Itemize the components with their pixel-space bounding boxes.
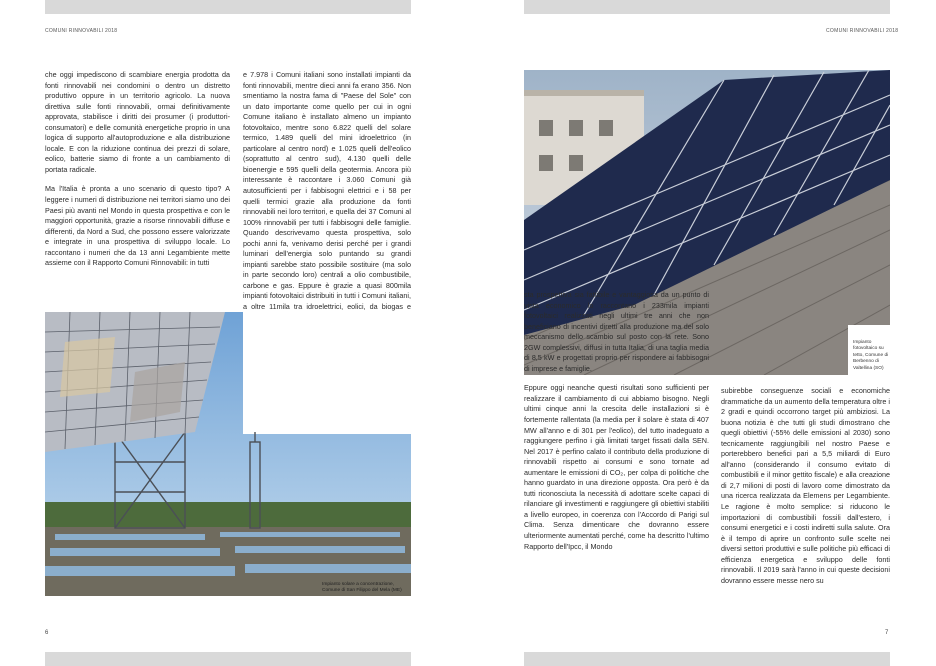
paragraph: Eppure oggi neanche questi risultati sono sufficienti per realizzare il cambiamento di cui abbiamo bisogno. Negli ultimi cinque anni la crescita delle installazioni si è fortemente rallentata (la media per il solare è stata di 407 MW all'anno e di 301 per l'eolico), del tutto inadeguato a raggiungere perfino i già limitati target fissati dalla SEN. Nel 2017 è perfino calato il contributo della produzione di rinnovabili rispetto ai consumi e sono tornate ad aumentare le emissioni di CO₂, per colpa di politiche che hanno guardato in una direzione opposta. Ora però è da tutti riconosciuta la necessità di adottare scelte capaci di rilanciare gli investimenti e raggiungere gli obiettivi stabiliti a livello europeo, in coerenza con l'Accordo di Parigi sul Clima. Senza dimenticare che dovranno essere ulteriormente aumentati perché, come ha descritto l'ultimo Rapporto dell'Ipcc, il Mondo bbox=[524, 383, 709, 551]
top-bar-right bbox=[524, 0, 890, 14]
left-photo-caption: Impianto solare a concentrazione, Comune di San Filippo del Mela (ME) bbox=[322, 582, 402, 594]
paragraph: e 7.978 i Comuni italiani sono installati impianti da fonti rinnovabili, mentre dieci anni fa erano 356. Non smentiamo la nostra fama di "Paese del Sole" con un dato importante come quello per cui in ogni Comune italiano è installato almeno un impianto fotovoltaico, mentre sono 6.822 quelli del solare termico, 1.489 quelli del mini idroelettrico (in particolare al centro nord) e 1.025 quelli dell'eolico (soprattutto al centro sud), 4.130 quelli delle bioenergie e 595 quelli della geotermia. Ancora più interessante è raccontare i 3.060 Comuni già autosufficienti per i fabbisogni elettrici e i 58 per quelli termici grazie alla produzione da fonti rinnovabili nei loro territori, e quella dei 37 Comuni al 100% rinnovabili per tutti i fabbisogni delle famiglie. Quando descrivevamo questa prospettiva, solo pochi anni fa, venivamo derisi perché per i grandi luminari dell'energia solo puntando su grandi impianti sarebbe stato possibile sostituire (ma solo in parte secondo loro) centrali a olio combustibile, carbone e gas. Eppure è grazie a quasi 800mila impianti fotovoltaici distribuiti in tutti i Comuni italiani, a oltre 11mila tra idroelettrici, eolici, da biogas e bbox=[243, 70, 411, 312]
right-page-column-2 bbox=[721, 386, 890, 595]
left-page-column-1 bbox=[45, 70, 230, 278]
running-title-right: COMUNI RINNOVABILI 2018 bbox=[826, 28, 899, 34]
running-title-left: COMUNI RINNOVABILI 2018 bbox=[45, 28, 118, 34]
bottom-bar-left bbox=[45, 652, 411, 666]
paragraph: subirebbe conseguenze sociali e economiche drammatiche da un aumento della temperatura oltre i 2 gradi e quindi occorrono target più ambiziosi. La buona notizia è che tutti gli studi dimostrano che quegli obiettivi (-55% delle emissioni al 2030) sono tecnicamente raggiungibili nel nostro Paese e porterebbero benefici pari a 5,5 miliardi di Euro all'anno (considerando il consumo evitato di combustibili e il minor gettito fiscale) e alla creazione di 2,7 milioni di posti di lavoro come dimostrato da una ricerca realizzata da Elemens per Legambiente. Le ragione è molto semplice: si riducono le importazioni di combustibili fossili dall'estero, i consumi energetici e i costi indiretti sulla salute. Ora è il tempo di aprire un confronto sulle scelte nei diversi settori produttivi e sulle politiche più efficaci di efficienza energetica e sviluppo delle fonti rinnovabili. Il 2019 sarà l'anno in cui queste decisioni dovranno essere messe nero su bbox=[721, 386, 890, 585]
bottom-bar-right bbox=[524, 652, 890, 666]
paragraph: Ma l'Italia è pronta a uno scenario di questo tipo? A leggere i numeri di distribuzione nei territori siamo uno dei Paesi più avanti nel Mondo in questa prospettiva e con le maggiori opportunità, grazie a risorse rinnovabili diffuse e differenti, da Nord a Sud, che possono essere valorizzate e integrate in una prospettiva di sviluppo locale. Lo raccontano i numeri che da 13 anni Legambiente mette assieme con il Rapporto Comuni Rinnovabili: in tutti bbox=[45, 184, 230, 268]
solar-concentrator-photo bbox=[45, 312, 411, 596]
paragraph: sta prospettiva sia fattibile e vantaggiosa da un punto di vista economico lo raccontano i 233mila impianti fotovoltaici realizzati negli ultimi tre anni che non beneficiano di incentivi diretti alla produzione ma del solo meccanismo dello scambio sul posto con la rete. Sono 2GW complessivi, diffusi in tutta Italia, di una taglia media di 8,5 kW e progettati proprio per rispondere ai fabbisogni di imprese e famiglie. bbox=[524, 290, 709, 373]
page-number-right: 7 bbox=[885, 630, 889, 636]
paragraph: che oggi impediscono di scambiare energia prodotta da fonti rinnovabili nei condomini o dentro un distretto produttivo oppure in un territorio agricolo. La nuova direttiva sulle fonti rinnovabili, ormai definitivamente approvata, stabilisce i diritti dei prosumer (i produttori-consumatori) e delle comunità energetiche proprio in una logica di supporto all'autoproduzione e alla distribuzione locale. E con la riduzione continua dei prezzi di solare, eolico, batterie siamo di fronte a un cambiamento di portata radicale. bbox=[45, 70, 230, 174]
right-page-column-1 bbox=[524, 290, 709, 561]
top-bar-left bbox=[45, 0, 411, 14]
page-number-left: 6 bbox=[45, 630, 49, 636]
right-photo-caption: Impianto fotovoltaico su tetto, Comune di Berbenno di Valtellina (SO) bbox=[853, 340, 889, 371]
